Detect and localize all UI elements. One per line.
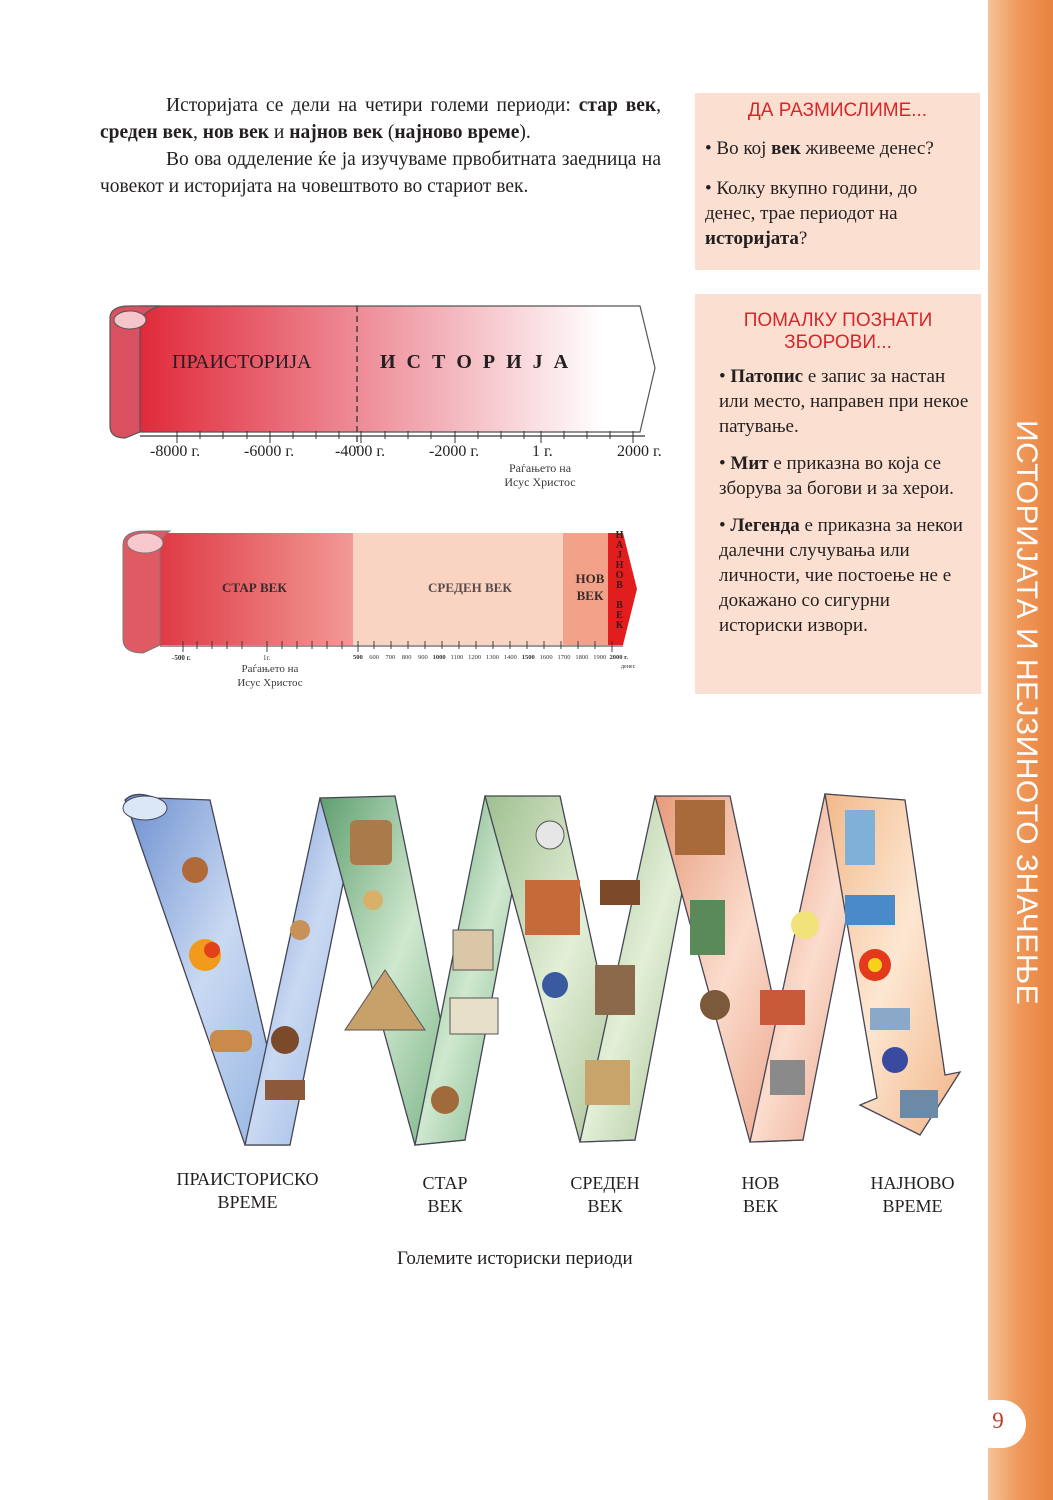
- term-old-age: стар век: [578, 95, 657, 116]
- figure-caption: Големите историски периоди: [397, 1248, 633, 1269]
- glossary-title-1: ПОМАЛКУ ПОЗНАТИ: [743, 310, 933, 331]
- period-label-line-2: ВЕК: [587, 1196, 623, 1216]
- period-label-new-age: [718, 1172, 803, 1218]
- think-box: [695, 93, 980, 270]
- birth-note-line-1: Раѓањето на: [508, 461, 572, 475]
- tick-label: -2000 г.: [429, 443, 480, 460]
- term-new-age: нов век: [202, 122, 270, 143]
- tick-label: 1500: [521, 654, 535, 661]
- periods-ribbon-illustration: [115, 780, 965, 1155]
- tick-label: -6000 г.: [244, 443, 295, 460]
- intro-and: и: [269, 122, 290, 143]
- term-middle-age: среден век: [100, 122, 193, 143]
- tick-label-today: денес: [621, 664, 636, 670]
- tick-label-one: 1г.: [263, 654, 271, 662]
- tick-label: 500: [353, 654, 363, 661]
- tick-label: 600: [369, 654, 379, 661]
- label-middle-age: СРЕДЕН ВЕК: [428, 580, 512, 595]
- glossary-box: [695, 294, 981, 694]
- label-old-age: СТАР ВЕК: [222, 580, 287, 595]
- intro-paragraph-2: Во ова одделение ќе ја изучуваме првобитната заедница на човекот и историјата на човештвото во стариот век.: [100, 149, 661, 197]
- period-label-line-1: СРЕДЕН: [570, 1173, 640, 1193]
- period-label-line-2: ВЕК: [427, 1196, 463, 1216]
- tick-label: 1300: [486, 654, 500, 661]
- glossary-term: Патопис: [730, 366, 804, 387]
- glossary-term: Мит: [730, 453, 769, 474]
- birth-note-line-1: Раѓањето на: [241, 663, 299, 675]
- glossary-item: • Патопис е запис за настан или место, направен при некое патување.: [719, 366, 969, 437]
- q1-term: век: [771, 138, 801, 159]
- period-label-line-1: СТАР: [422, 1173, 468, 1193]
- birth-note-line-2: Исус Христос: [237, 677, 303, 689]
- tick-label: 1400: [503, 654, 517, 661]
- chapter-side-title: ИСТОРИЈАТА И НЕЈЗИНОТО ЗНАЧЕЊЕ: [1010, 420, 1043, 1006]
- page-number: 9: [992, 1408, 1004, 1433]
- birth-note: [215, 662, 325, 690]
- label-newest-age: НАЈНОВ ВЕК: [614, 530, 625, 630]
- period-label-line-1: НАЈНОВО: [870, 1173, 955, 1193]
- intro-text: [100, 92, 661, 200]
- tick-label: -8000 г.: [150, 443, 201, 460]
- glossary-definition: е запис за настан или место, направен при некое патување.: [719, 366, 969, 437]
- think-box-title: ДА РАЗМИСЛИМЕ...: [747, 100, 928, 121]
- think-box-question-1: • Во кој век живееме денес?: [705, 138, 934, 159]
- period-label-line-1: ПРАИСТОРИСКО: [176, 1169, 319, 1189]
- tick-label: 1700: [557, 654, 571, 661]
- tick-labels-row: [353, 654, 633, 661]
- tick-label: 1800: [575, 654, 589, 661]
- period-label-line-2: ВРЕМЕ: [217, 1192, 278, 1212]
- period-label-line-2: ВРЕМЕ: [882, 1196, 943, 1216]
- q2-text-a: Колку вкупно години, до денес, трае периодот на: [705, 178, 918, 224]
- intro-text-a: Историјата се дели на четири големи периоди:: [166, 95, 571, 116]
- glossary-title-2: ЗБОРОВИ...: [784, 332, 892, 353]
- tick-label: 2000 г.: [617, 443, 662, 460]
- q1-text-c: живееме денес?: [800, 138, 934, 159]
- q2-text-c: ?: [798, 228, 808, 249]
- tick-label: 1100: [450, 654, 464, 661]
- tick-label: 1600: [539, 654, 553, 661]
- label-new-age-line-1: НОВ: [575, 571, 605, 586]
- tick-label: 700: [385, 654, 396, 661]
- tick-label: 1 г.: [532, 443, 553, 460]
- birth-note: [495, 461, 585, 489]
- period-label-middle-age: [555, 1172, 655, 1218]
- glossary-definition: е приказна во која се зборува за богови и за херои.: [719, 453, 954, 499]
- label-history: И С Т О Р И Ј А: [380, 351, 572, 373]
- q2-term: историјата: [705, 228, 799, 249]
- timeline-ages-scroll: [115, 525, 645, 665]
- birth-note-line-2: Исус Христос: [504, 475, 576, 489]
- tick-label: 900: [418, 654, 428, 661]
- glossary-item: • Мит е приказна во која се зборува за богови и за херои.: [719, 453, 954, 499]
- tick-label: 1900: [593, 654, 607, 661]
- label-prehistory: ПРАИСТОРИЈА: [172, 351, 312, 373]
- period-label-newest: [855, 1172, 970, 1218]
- glossary-term: Легенда: [730, 515, 800, 536]
- term-newest-age: најнов век: [289, 122, 384, 143]
- think-box-question-2: • Колку вкупно години, до денес, трае периодот на историјата?: [705, 178, 918, 249]
- tick-label-left: -500 г.: [172, 654, 191, 662]
- label-new-age-line-2: ВЕК: [576, 588, 604, 603]
- period-label-line-1: НОВ: [741, 1173, 780, 1193]
- q1-text-a: Во кој: [716, 138, 772, 159]
- intro-paragraph-1: Историјата се дели на четири големи периоди: стар век, среден век, нов век и најнов век (најново време).: [100, 95, 661, 143]
- period-label-old-age: [400, 1172, 490, 1218]
- tick-label: 800: [401, 654, 412, 661]
- label-new-age: [571, 570, 609, 604]
- glossary-definition: е приказна за некои далечни случувања или личности, чие постоење не е докажано со сигурни историски извори.: [719, 515, 963, 636]
- tick-label: 1000: [432, 654, 446, 661]
- period-label-prehistory: [165, 1168, 330, 1214]
- tick-label: 1200: [468, 654, 482, 661]
- period-label-line-2: ВЕК: [742, 1196, 778, 1216]
- tick-label: -4000 г.: [335, 443, 386, 460]
- glossary-item: • Легенда е приказна за некои далечни случувања или личности, чие постоење не е докажано со сигурни историски извори.: [719, 515, 963, 636]
- tick-label: 2000 г.: [609, 654, 628, 661]
- term-newest-time: најново време: [394, 122, 520, 143]
